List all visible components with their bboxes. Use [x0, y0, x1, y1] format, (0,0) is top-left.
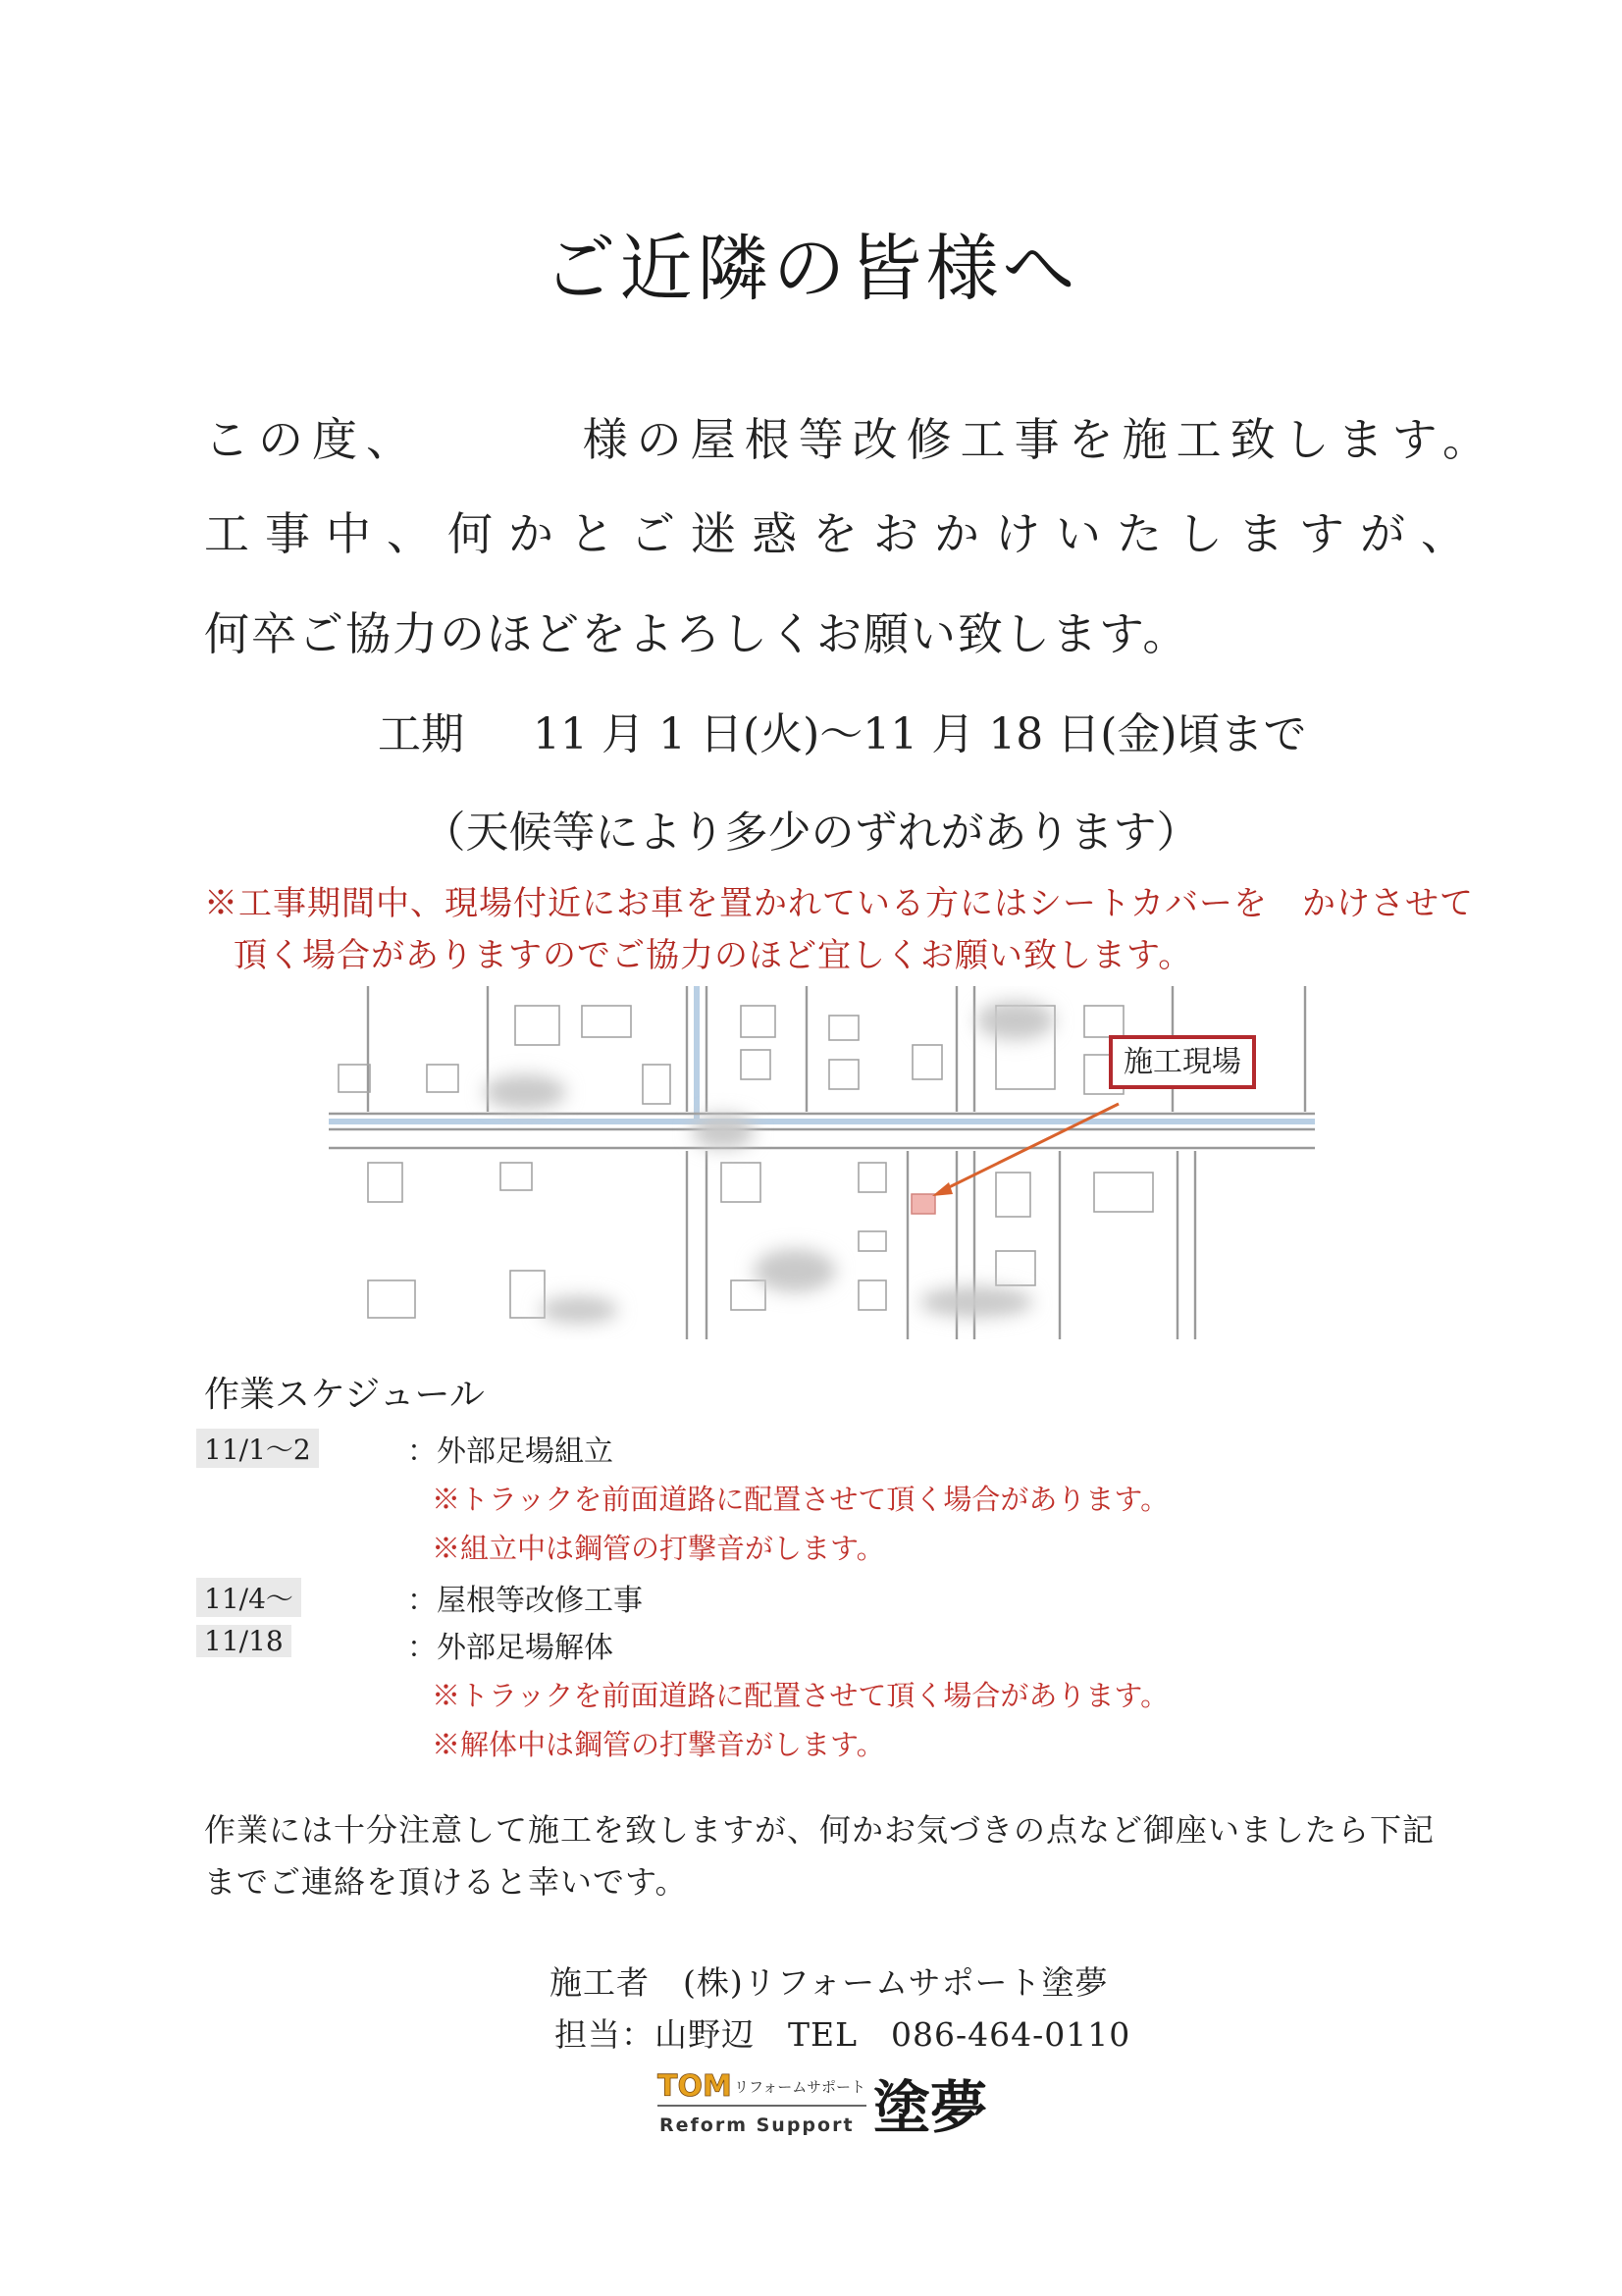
- period-value: 11 月 1 日(火)～11 月 18 日(金)頃まで: [533, 709, 1307, 759]
- schedule-date-3: 11/18: [196, 1625, 291, 1657]
- closing-line-2: までご連絡を頂けると幸いです。: [204, 1863, 688, 1901]
- logo-english: Reform Support: [659, 2114, 855, 2136]
- closing-line-1: 作業には十分注意して施工を致しますが、何かお気づきの点など御座いましたら下記: [204, 1811, 1436, 1849]
- schedule-note-1a: ※トラックを前面道路に配置させて頂く場合があります。: [432, 1483, 1170, 1516]
- site-marker: [912, 1194, 935, 1214]
- schedule-task-3: ：外部足場解体: [407, 1631, 613, 1665]
- weather-note: （天候等により多少のずれがあります）: [422, 808, 1200, 858]
- schedule-title: 作業スケジュール: [204, 1375, 485, 1415]
- intro-line-3: 何卒ご協力のほどをよろしくお願い致します。: [204, 607, 1190, 660]
- contact-line: 担当：山野辺 TEL 086-464-0110: [554, 2015, 1131, 2054]
- logo-mark: TOM: [657, 2069, 732, 2104]
- schedule-note-3b: ※解体中は鋼管の打撃音がします。: [432, 1728, 885, 1761]
- schedule-date-2: 11/4～: [196, 1578, 301, 1617]
- company-logo: [655, 2061, 1009, 2144]
- logo-kanji: 塗夢: [873, 2074, 988, 2141]
- page-title: ご近隣の皆様へ: [543, 227, 1079, 311]
- period-label: 工期: [378, 709, 464, 759]
- schedule-date-1: 11/1～2: [196, 1429, 319, 1468]
- schedule-task-2: ：屋根等改修工事: [407, 1584, 643, 1618]
- schedule-note-3a: ※トラックを前面道路に配置させて頂く場合があります。: [432, 1679, 1170, 1712]
- site-label: 施工現場: [1109, 1035, 1256, 1089]
- schedule-note-1b: ※組立中は鋼管の打撃音がします。: [432, 1532, 885, 1565]
- construction-period: [378, 699, 1307, 761]
- contractor-line: 施工者 (株)リフォームサポート塗夢: [549, 1963, 1109, 2002]
- parking-notice-line-2: 頂く場合がありますのでご協力のほど宜しくお願い致します。: [234, 936, 1193, 975]
- intro-line-1: この度、 様の屋根等改修工事を施工致します。: [204, 413, 1496, 466]
- parking-notice-line-1: ※工事期間中、現場付近にお車を置かれている方にはシートカバーを かけさせて: [204, 884, 1474, 923]
- logo-katakana: リフォームサポート: [734, 2078, 865, 2096]
- schedule-task-1: ：外部足場組立: [407, 1435, 613, 1469]
- intro-line-2: 工事中、何かとご迷惑をおかけいたしますが、: [204, 507, 1482, 560]
